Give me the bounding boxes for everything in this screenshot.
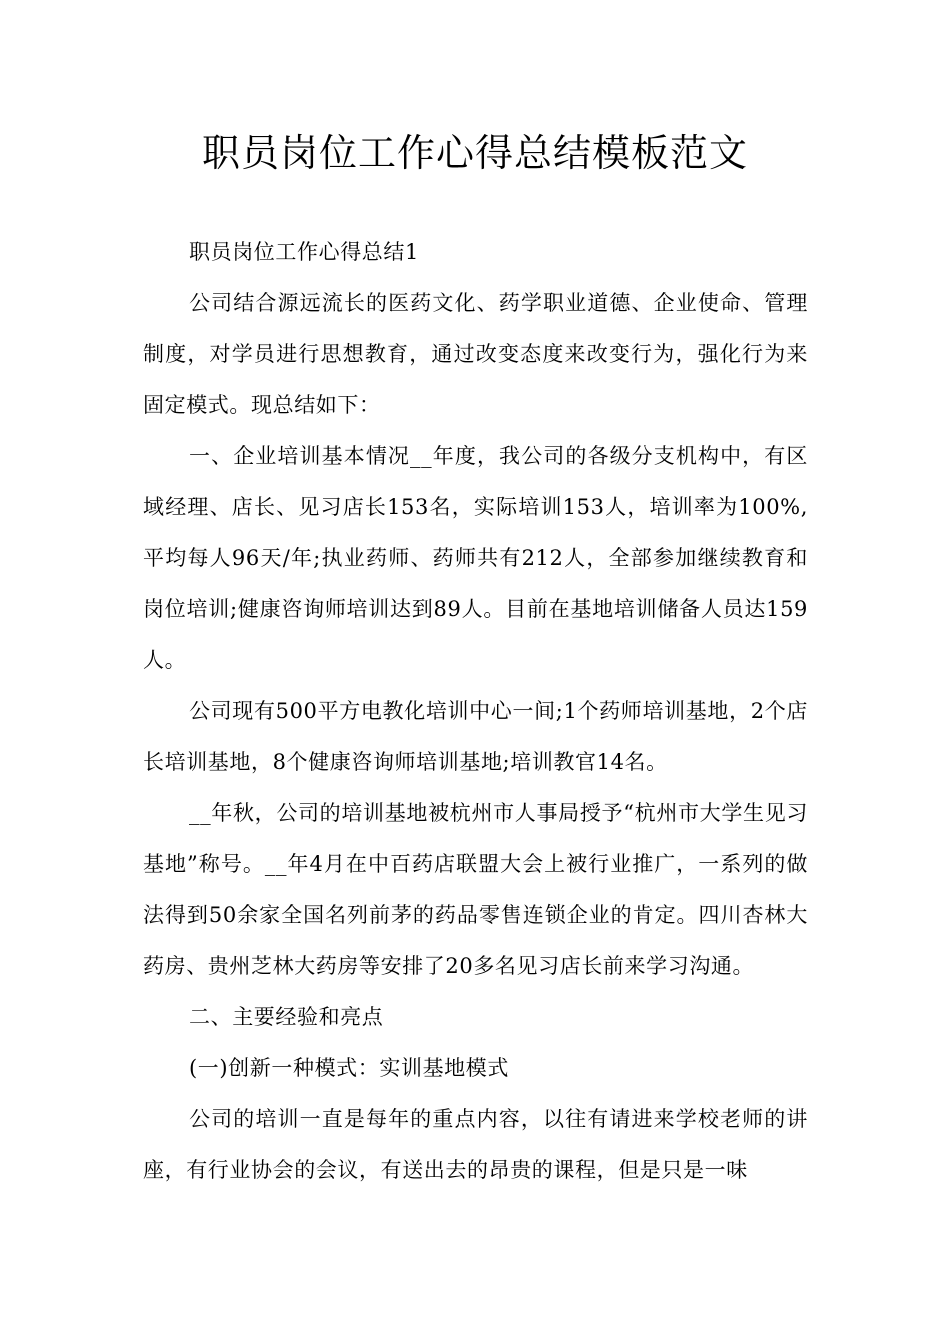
paragraph-intro: 公司结合源远流长的医药文化、药学职业道德、企业使命、管理制度，对学员进行思想教育，通过改变态度来改变行为，强化行为来固定模式。现总结如下： [143, 291, 808, 417]
paragraph-facilities: 公司现有500平方电教化培训中心一间;1个药师培训基地，2个店长培训基地，8个健康咨询师培训基地;培训教官14名。 [143, 699, 808, 774]
document-title: 职员岗位工作心得总结模板范文 [201, 131, 748, 175]
paragraph-subsection-heading: (一)创新一种模式：实训基地模式 [189, 1056, 509, 1080]
paragraph-recognition: __年秋，公司的培训基地被杭州市人事局授予“杭州市大学生见习基地”称号。__年4月在中百药店联盟大会上被行业推广，一系列的做法得到50余家全国名列前茅的药品零售连锁企业的肯定。四川杏林大药房、贵州芝林大药房等安排了20多名见习店长前来学习沟通。 [143, 801, 808, 978]
paragraph-training-overview: 一、企业培训基本情况__年度，我公司的各级分支机构中，有区域经理、店长、见习店长153名，实际培训153人，培训率为100%,平均每人96天/年;执业药师、药师共有212人，全部参加继续教育和岗位培训;健康咨询师培训达到89人。目前在基地培训储备人员达159人。 [143, 444, 808, 672]
paragraph-section-heading: 二、主要经验和亮点 [189, 1005, 384, 1029]
document-body [143, 227, 808, 1196]
paragraph-training-history: 公司的培训一直是每年的重点内容，以往有请进来学校老师的讲座，有行业协会的会议，有送出去的昂贵的课程，但是只是一味 [143, 1107, 808, 1182]
paragraph-subheading: 职员岗位工作心得总结1 [189, 240, 419, 264]
